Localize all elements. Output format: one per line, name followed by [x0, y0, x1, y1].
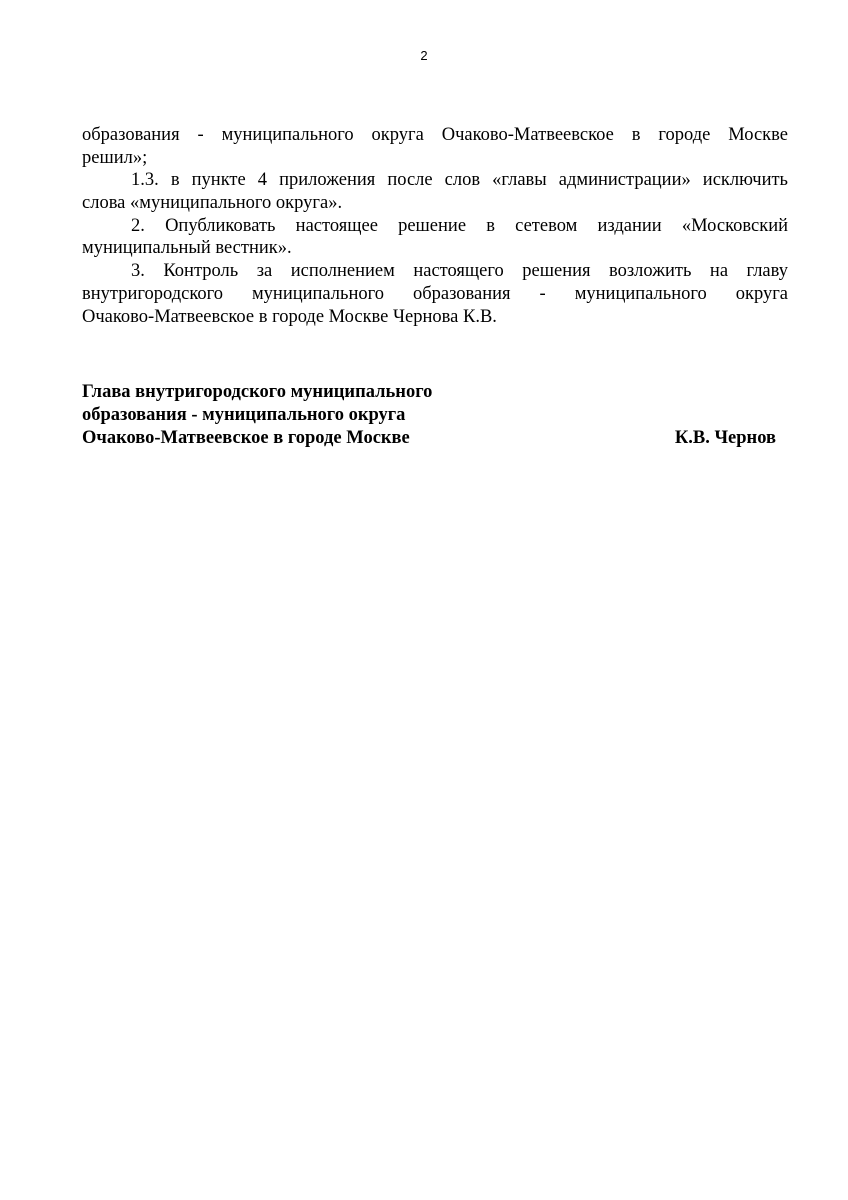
signature-title-line: Глава внутригородского муниципального	[82, 382, 433, 402]
signatory-name: К.В. Чернов	[674, 428, 776, 448]
body-line: 2. Опубликовать настоящее решение в сетевом издании «Московский	[131, 215, 788, 236]
body-line: 1.3. в пункте 4 приложения после слов «главы администрации» исключить	[131, 170, 788, 191]
body-line: слова «муниципального округа».	[82, 193, 343, 214]
body-line: образования - муниципального округа Очаково-Матвеевское в городе Москве	[82, 125, 788, 145]
body-line: муниципальный вестник».	[82, 238, 292, 259]
body-line: Очаково-Матвеевское в городе Москве Чернова К.В.	[82, 306, 497, 327]
signature-title-line: образования - муниципального округа	[82, 405, 406, 425]
document-body	[82, 124, 788, 328]
body-line: внутригородского муниципального образования - муниципального округа	[82, 283, 788, 304]
signature-title-line: Очаково-Матвеевское в городе Москве	[82, 428, 410, 448]
body-line: решил»;	[82, 147, 148, 168]
signature-block	[82, 381, 776, 450]
page-number: 2	[420, 48, 428, 63]
body-line: 3. Контроль за исполнением настоящего решения возложить на главу	[131, 261, 788, 282]
